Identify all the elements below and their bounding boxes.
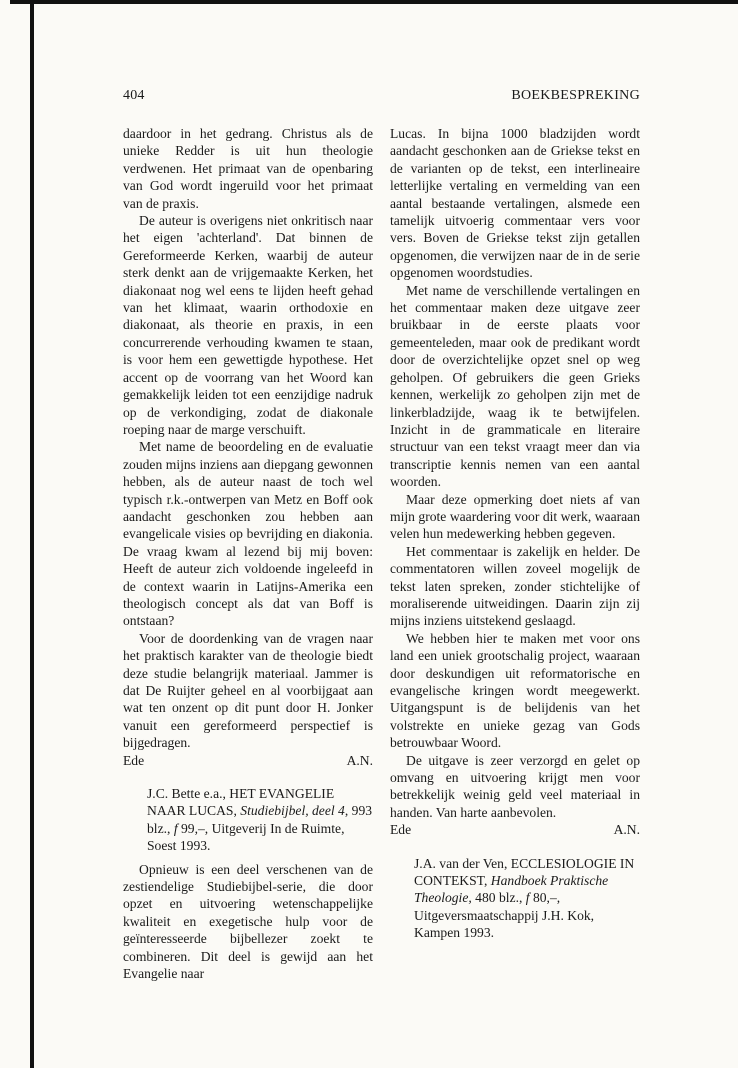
reviewer-signature — [390, 821, 640, 838]
review-heading-pages: , 993 blz., — [147, 803, 373, 836]
review-heading-currency: f — [525, 890, 530, 906]
review-heading-pages: 480 blz., — [471, 890, 526, 906]
scan-edge-top — [10, 0, 738, 4]
review-heading-series: Handboek Praktische Theologie, — [414, 873, 609, 906]
review-heading-publisher: 99,–, Uitgeverij In de Ruimte, Soest 1993. — [147, 820, 345, 854]
paragraph: Met name de beoordeling en de evaluatie zouden mijns inziens aan diepgang gewonnen hebben, als de auteur naast de toch wel typisch r.k.-ontwerpen van Metz en Boff ook aandacht geschonken zou hebben aan evangelicale visies op bevrijding en diakonia. De vraag kwam al lezend bij mij boven: Heeft de auteur zich voldoende ingeleefd in de context waarin in Latijns-Amerika een theologisch concept als dat van Boff is ontstaan? — [123, 439, 373, 629]
review-heading-author-title: J.C. Bette e.a., HET EVANGELIE NAAR LUCAS, — [147, 786, 335, 819]
signature-initials: A.N. — [346, 752, 373, 768]
signature-place: Ede — [390, 822, 412, 838]
paragraph: Met name de verschillende vertalingen en het commentaar maken deze uitgave zeer bruikbaar in de eerste plaats voor gemeenteleden, maar ook de predikant wordt door de overzichtelijke opzet snel op weg geholpen. Of gebruikers die geen Grieks kennen, werkelijk zo geholpen zijn met de linkerbladzijde, waag ik te betwijfelen. Inzicht in de grammaticale en literaire structuur van een tekst vraagt meer dan via transcriptie kennis nemen van een aantal woorden. — [390, 282, 640, 490]
paragraph: daardoor in het gedrang. Christus als de unieke Redder is uit hun theologie verdwenen. Het primaat van de openbaring van God wordt ingeruild voor het primaat van de praxis. — [123, 126, 373, 211]
signature-place: Ede — [123, 752, 145, 768]
paragraph: We hebben hier te maken met voor ons land een uniek grootschalig project, waaraan door deskundigen uit reformatorische en evangelische kringen wordt meegewerkt. Uitgangspunt is de belijdenis van het volstrekte en unieke gezag van Gods betrouwbaar Woord. — [390, 630, 640, 751]
page-number: 404 — [123, 88, 145, 103]
paragraph: Opnieuw is een deel verschenen van de zestiendelige Studiebijbel-serie, die door opzet en uitvoering wetenschappelijke kwaliteit en exegetische hulp voor de geïnteresseerde bijbellezer zoekt te combineren. Dit deel is gewijd aan het Evangelie naar — [123, 861, 373, 982]
paragraph: Voor de doordenking van de vragen naar het praktisch karakter van de theologie biedt deze studie belangrijk materiaal. Jammer is dat De Ruijter geheel en al voorbijgaat aan wat ten onzent op dit punt door H. Jonker vanuit een gereformeerd perspectief is bijgedragen. — [123, 630, 373, 751]
paragraph: Maar deze opmerking doet niets af van mijn grote waardering voor dit werk, waaraan velen hun medewerking hebben gegeven. — [390, 491, 640, 542]
signature-initials: A.N. — [613, 822, 640, 838]
review-heading — [147, 785, 373, 855]
paragraph: Het commentaar is zakelijk en helder. De commentatoren willen zoveel mogelijk de tekst laten spreken, zonder stichtelijke of moraliserende uitweidingen. Daarin zijn zij mijns inziens uitstekend geslaagd. — [390, 543, 640, 629]
review-heading-currency: f — [173, 820, 178, 836]
review-heading-publisher: 80,–, Uitgeversmaatschappij J.H. Kok, Kampen 1993. — [414, 890, 595, 941]
left-column — [123, 125, 373, 983]
paragraph: De uitgave is zeer verzorgd en gelet op omvang en uitvoering krijgt men voor betrekkelijk weinig geld veel materiaal in handen. Van harte aanbevolen. — [390, 752, 640, 820]
review-heading — [414, 855, 640, 942]
scan-edge-left — [30, 0, 34, 1068]
reviewer-signature — [123, 752, 373, 769]
right-column — [390, 125, 640, 948]
section-title: BOEKBESPREKING — [511, 88, 640, 103]
review-heading-author-title: J.A. van der Ven, ECCLESIOLOGIE IN CONTEKST, — [414, 855, 635, 889]
review-heading-series: Studiebijbel, deel 4 — [240, 803, 345, 819]
paragraph: De auteur is overigens niet onkritisch naar het eigen 'achterland'. Dat binnen de Gereformeerde Kerken, waarbij de auteur sterk denkt aan de vrijgemaakte Kerken, het diakonaat nog wel eens te lijden heeft gehad van het klimaat, waarin orthodoxie en diakonaat, als theorie en praxis, in een concurrerende verhouding kwamen te staan, is voor hem een gewettigde hypothese. Het accent op de voorrang van het Woord kan gemakkelijk leiden tot een eenzijdige nadruk op de verkondiging, zodat de diakonale roeping naar de marge verschuift. — [123, 213, 373, 437]
paragraph: Lucas. In bijna 1000 bladzijden wordt aandacht geschonken aan de Griekse tekst en de varianten op de tekst, een interlineaire letterlijke vertaling en vermelding van een aantal bestaande vertalingen, alsmede een tamelijk uitvoerig commentaar vers voor vers. Boven de Griekse tekst zijn getallen opgenomen, die verwijzen naar de in de serie opgenomen woordstudies. — [390, 126, 640, 281]
